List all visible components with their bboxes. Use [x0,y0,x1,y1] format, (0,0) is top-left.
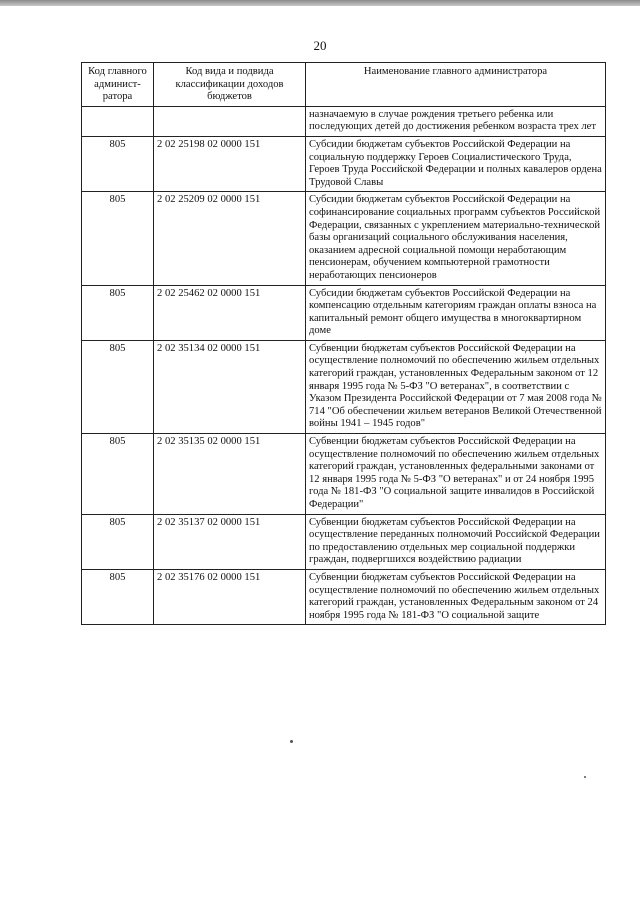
admin-name-cell: Субсидии бюджетам субъектов Российской Федерации на социальную поддержку Героев Социалистического Труда, Героев Труда Российской Федерации и полных кавалеров ордена Трудовой Славы [306,136,606,191]
revenue-codes-table [81,62,606,625]
admin-code-cell: 805 [82,569,154,624]
page-number: 20 [313,38,327,53]
budget-code-cell: 2 02 35134 02 0000 151 [154,340,306,433]
budget-code-cell: 2 02 35137 02 0000 151 [154,514,306,569]
admin-code-cell: 805 [82,340,154,433]
budget-code-cell: 2 02 25462 02 0000 151 [154,285,306,340]
table-row [82,136,606,191]
admin-name-cell: Субсидии бюджетам субъектов Российской Федерации на софинансирование социальных программ субъектов Российской Федерации, связанных с укреплением материально-технической базы организаций социального обслуживания населения, оказанием адресной социальной помощи неработающим пенсионерам, обучением компьютерной грамотности неработающих пенсионеров [306,192,606,285]
admin-name-cell: Субвенции бюджетам субъектов Российской Федерации на осуществление переданных полномочий Российской Федерации по предоставлению отдельных мер социальной поддержки граждан, подвергшихся воздействию радиации [306,514,606,569]
budget-code-cell: 2 02 35135 02 0000 151 [154,434,306,515]
budget-code-cell: 2 02 25198 02 0000 151 [154,136,306,191]
admin-name-cell: Субвенции бюджетам субъектов Российской Федерации на осуществление полномочий по обеспечению жильем отдельных категорий граждан, установленных федеральными законами от 12 января 1995 года № 5-ФЗ "О ветеранах" и от 24 ноября 1995 года № 181-ФЗ "О социальной защите инвалидов в Российской Федерации" [306,434,606,515]
table-row [82,285,606,340]
admin-code-cell: 805 [82,434,154,515]
admin-code-cell: 805 [82,136,154,191]
header-admin-code: Код главного админист-ратора [82,63,154,107]
table-row [82,434,606,515]
budget-code-cell: 2 02 35176 02 0000 151 [154,569,306,624]
scan-speck [584,776,586,778]
admin-name-cell: Субвенции бюджетам субъектов Российской Федерации на осуществление полномочий по обеспечению жильем отдельных категорий граждан, установленных Федеральным законом от 12 января 1995 года № 5-ФЗ "О ветеранах", в соответствии с Указом Президента Российской Федерации от 7 мая 2008 года № 714 "Об обеспечении жильем ветеранов Великой Отечественной войны 1941 – 1945 годов" [306,340,606,433]
header-admin-name: Наименование главного администратора [306,63,606,107]
table-row [82,569,606,624]
admin-name-cell: Субвенции бюджетам субъектов Российской Федерации на осуществление полномочий по обеспечению жильем отдельных категорий граждан, установленных Федеральным законом от 24 ноября 1995 года № 181-ФЗ "О социальной защите [306,569,606,624]
continuation-admin-cell [82,106,154,136]
admin-code-cell: 805 [82,285,154,340]
admin-code-cell: 805 [82,514,154,569]
continuation-row [82,106,606,136]
table-header-row [82,63,606,107]
scan-speck [290,740,293,743]
table-row [82,192,606,285]
admin-code-cell: 805 [82,192,154,285]
scan-top-edge [0,0,640,6]
continuation-code-cell [154,106,306,136]
table-row [82,514,606,569]
continuation-text: назначаемую в случае рождения третьего ребенка или последующих детей до достижения ребенком возраста трех лет [306,106,606,136]
header-budget-code: Код вида и подвида классификации доходов бюджетов [154,63,306,107]
admin-name-cell: Субсидии бюджетам субъектов Российской Федерации на компенсацию отдельным категориям граждан оплаты взноса на капитальный ремонт общего имущества в многоквартирном доме [306,285,606,340]
budget-code-cell: 2 02 25209 02 0000 151 [154,192,306,285]
table-row [82,340,606,433]
